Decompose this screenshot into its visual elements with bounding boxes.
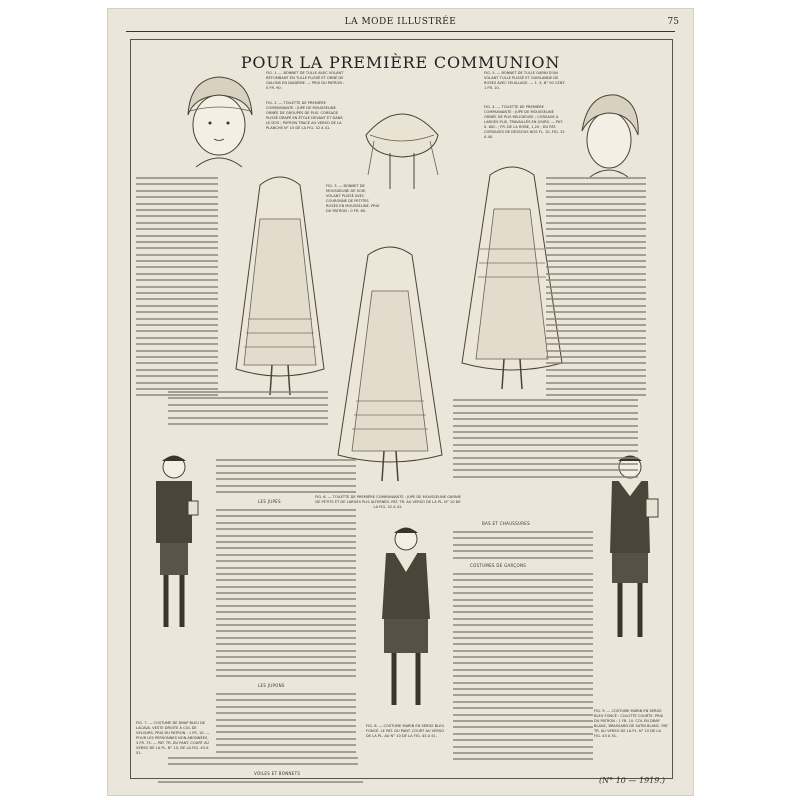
text-block-bottom-left bbox=[168, 757, 358, 770]
text-block-jupes bbox=[216, 509, 356, 682]
caption-fig2: FIG. 2. — TOILETTE DE PREMIÈRE COMMUNIANTE : JUPE DE MOUSSELINE ORNÉE DE GROUPES DE PLIS. CORSAGE PLISSÉ DRAPÉ EN ÉTOLE DEVANT ET DANS LE DOS ; PATRON TRACÉ AU VERSO DE LA PLANCHE N° 10 DE LA FIG. 32 A 41. bbox=[266, 101, 343, 130]
caption-fig4: FIG. 4. — TOILETTE DE PREMIÈRE COMMUNIANTE : JUPE DE MOUSSELINE ORNÉE DE PLIS RELIGIEUSE ; CORSAGE A LARGES PLIS, TRAVAILLÉS EN JOURS. — PAT. 0. 80C. ; FR. DE LA ROBE, 1,20 ; DU PAT. CORSAGES DE DESSOUS NOS FL. 10, FIG. 32 A 40. bbox=[484, 105, 565, 139]
text-block-bas bbox=[453, 531, 593, 563]
text-block-intro bbox=[168, 391, 328, 429]
page-number: 75 bbox=[667, 17, 679, 27]
text-block-jupes-intro bbox=[216, 459, 356, 497]
header-rule bbox=[126, 31, 675, 32]
subhead-garcons: COSTUMES DE GARÇONS bbox=[470, 563, 527, 568]
header-title: LA MODE ILLUSTRÉE bbox=[344, 17, 457, 27]
caption-fig3: FIG. 3. — BONNET DE MOUSSELINE DE SOIE, VOLANT PLISSÉ AVEC COURONNE DE PETITES ROSES EN MOUSSELINE. PRIX DU PATRON : 0 FR. 60. bbox=[326, 184, 380, 213]
subhead-jupes: LES JUPES bbox=[258, 499, 281, 504]
subhead-voiles: VOILES ET BONNETS bbox=[254, 771, 301, 776]
text-column-left-top bbox=[136, 177, 218, 401]
caption-fig5: FIG. 5. — BONNET DE TULLE GARNI D'UN VOLANT TULLE PLISSÉ ET GUIRLANDE DE ROSES AVEC FEUILLAGE. — 1. 3, N° 90 CENT. 1 FR. 10. bbox=[484, 71, 566, 90]
caption-fig8: FIG. 8. — COSTUME MARIN EN SERGE BLEU FONCÉ. LE PAT. DU PANT. COURT AU VERSO DE LA PL. AU N° 10 DE LA FIG. 43 A 51. bbox=[366, 724, 445, 738]
text-block-right-intro bbox=[453, 399, 638, 482]
caption-fig6: FIG. 6. — TOILETTE DE PREMIÈRE COMMUNIANTE : JUPE DE MOUSSELINE GARNIE DE PETITS ET DE LARGES PLIS ALTERNÉS. PAT. TR. AU VERSO DE LA PL. N° 10 DE LA FIG. 32 A 41. bbox=[315, 495, 461, 509]
page-header bbox=[108, 17, 693, 31]
dress-illustration-fig2 bbox=[220, 169, 336, 401]
page-title: POUR LA PREMIÈRE COMMUNION bbox=[240, 53, 561, 72]
text-block-voiles bbox=[158, 781, 363, 787]
caption-fig1: FIG. 1. — BONNET DE TULLE AVEC VOLANT RETOMBANT EN TULLE PLISSÉ ET ORNÉ DE GALONS EN DIADÈME. — PRIX DU PATRON : 0 FR. 90. bbox=[266, 71, 345, 90]
bonnet-illustration-fig1 bbox=[176, 67, 262, 173]
boy-illustration-fig7 bbox=[138, 447, 212, 637]
subhead-jupons: LES JUPONS bbox=[258, 683, 285, 688]
bonnet-illustration-fig3 bbox=[360, 95, 444, 189]
subhead-bas: BAS ET CHAUSSURES bbox=[482, 521, 530, 526]
caption-fig9: FIG. 9. — COSTUME MARIN EN SERGE BLEU FONCÉ : CULOTTE COURTE. PRIX DU PATRON : 1 FR. 10. COL EN DRAP BLANC, BRASSARD DE SATIN BLANC. PAT. TR. AU VERSO DE LA PL. N° 10 DE LA FIG. 43 A 51. bbox=[594, 709, 669, 738]
page-footer: (N° 10 — 1919.) bbox=[599, 776, 665, 785]
dress-illustration-fig6 bbox=[330, 241, 450, 485]
text-block-jupons bbox=[216, 693, 356, 757]
boy-illustration-fig8 bbox=[366, 519, 446, 715]
caption-fig7: FIG. 7. — COSTUME DE DRAP BLEU DE LACAVA. VESTE DROITE À COL DE VELOURS. PRIX DU PATRON : 1 FR. 10. — POUR LES PERSONNES NON ABONNÉES, 3 FR. 75. — PAT. TR. DU PANT. COURT AU VERSO DE LA PL. N° 10, DE LA FIG. 43 A 51. bbox=[136, 721, 210, 755]
text-column-right-top bbox=[546, 177, 646, 401]
bonnet-illustration-fig5 bbox=[570, 85, 648, 181]
magazine-page bbox=[107, 8, 694, 796]
text-block-garcons bbox=[453, 573, 593, 765]
